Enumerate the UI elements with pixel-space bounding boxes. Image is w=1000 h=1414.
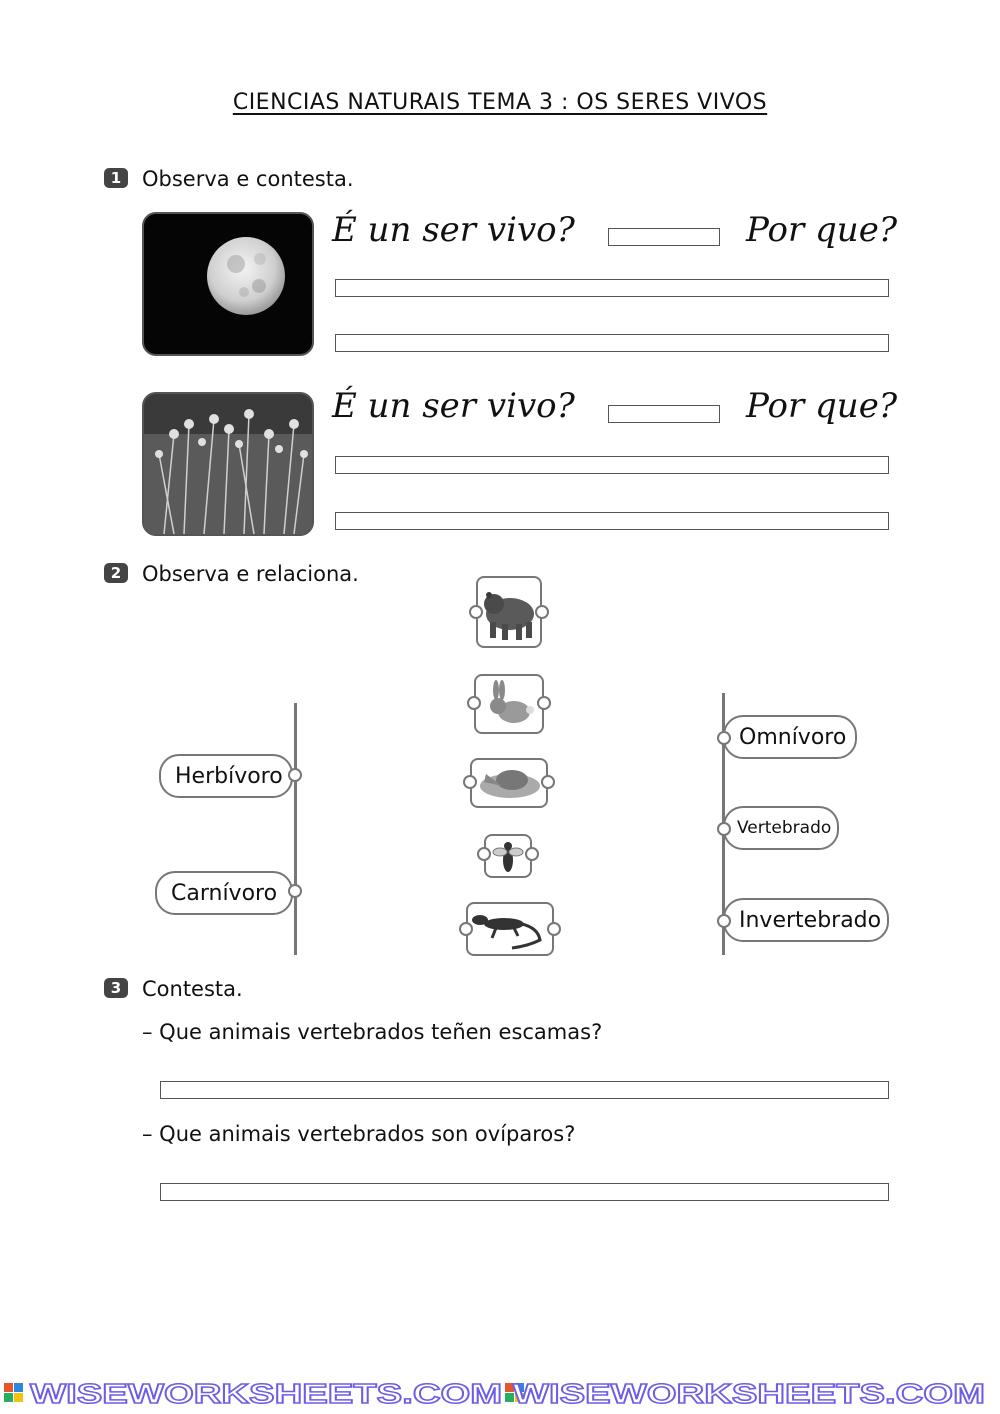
- wiseworksheets-watermark: [0, 1376, 1000, 1410]
- section-3-number: 3: [104, 978, 128, 998]
- moon-photo: [142, 212, 314, 356]
- lavender-photo: [142, 392, 314, 536]
- omnivoro-connector-dot[interactable]: [717, 731, 731, 745]
- question-oviparous: – Que animais vertebrados son ovíparos?: [142, 1122, 576, 1146]
- left-connector-line: [294, 703, 297, 955]
- page-title: CIENCIAS NATURAIS TEMA 3 : OS SERES VIVOS: [232, 90, 768, 115]
- bee-right-dot[interactable]: [525, 847, 539, 861]
- reason-line-2b[interactable]: [335, 512, 889, 530]
- section-1-number: 1: [104, 168, 128, 188]
- reason-line-1a[interactable]: [335, 279, 889, 297]
- bear-right-dot[interactable]: [535, 605, 549, 619]
- answer-box-2[interactable]: [608, 405, 720, 423]
- snail-left-dot[interactable]: [463, 775, 477, 789]
- lizard-left-dot[interactable]: [459, 922, 473, 936]
- option-carnivoro[interactable]: Carnívoro: [155, 871, 293, 915]
- section-2-number: 2: [104, 563, 128, 583]
- question-2-text: É un ser vivo?: [332, 386, 575, 426]
- reason-line-1b[interactable]: [335, 334, 889, 352]
- rabbit-image: [474, 674, 544, 734]
- answer-scales[interactable]: [160, 1081, 889, 1099]
- footer-brand-text: WISEWORKSHEETS.COM WISEWORKSHEETS.COM: [30, 1378, 985, 1409]
- invertebrado-connector-dot[interactable]: [717, 914, 731, 928]
- lizard-right-dot[interactable]: [547, 922, 561, 936]
- option-vertebrado[interactable]: Vertebrado: [723, 806, 839, 850]
- option-omnivoro[interactable]: Omnívoro: [723, 715, 857, 759]
- option-herbivoro[interactable]: Herbívoro: [159, 754, 293, 798]
- bear-image: [476, 576, 542, 648]
- answer-box-1[interactable]: [608, 228, 720, 246]
- why-1-text: Por que?: [746, 210, 898, 250]
- snail-image: [470, 758, 548, 808]
- section-3-label: Contesta.: [142, 977, 243, 1001]
- option-invertebrado[interactable]: Invertebrado: [723, 898, 889, 942]
- why-2-text: Por que?: [746, 386, 898, 426]
- reason-line-2a[interactable]: [335, 456, 889, 474]
- section-1-label: Observa e contesta.: [142, 167, 354, 191]
- section-2-label: Observa e relaciona.: [142, 562, 359, 586]
- rabbit-right-dot[interactable]: [537, 696, 551, 710]
- question-1-text: É un ser vivo?: [332, 210, 575, 250]
- rabbit-left-dot[interactable]: [467, 696, 481, 710]
- herbivoro-connector-dot[interactable]: [288, 768, 302, 782]
- question-scales: – Que animais vertebrados teñen escamas?: [142, 1020, 603, 1044]
- answer-oviparous[interactable]: [160, 1183, 889, 1201]
- bear-left-dot[interactable]: [469, 605, 483, 619]
- snail-right-dot[interactable]: [541, 775, 555, 789]
- lizard-image: [466, 902, 554, 956]
- carnivoro-connector-dot[interactable]: [288, 884, 302, 898]
- bee-left-dot[interactable]: [477, 847, 491, 861]
- vertebrado-connector-dot[interactable]: [717, 822, 731, 836]
